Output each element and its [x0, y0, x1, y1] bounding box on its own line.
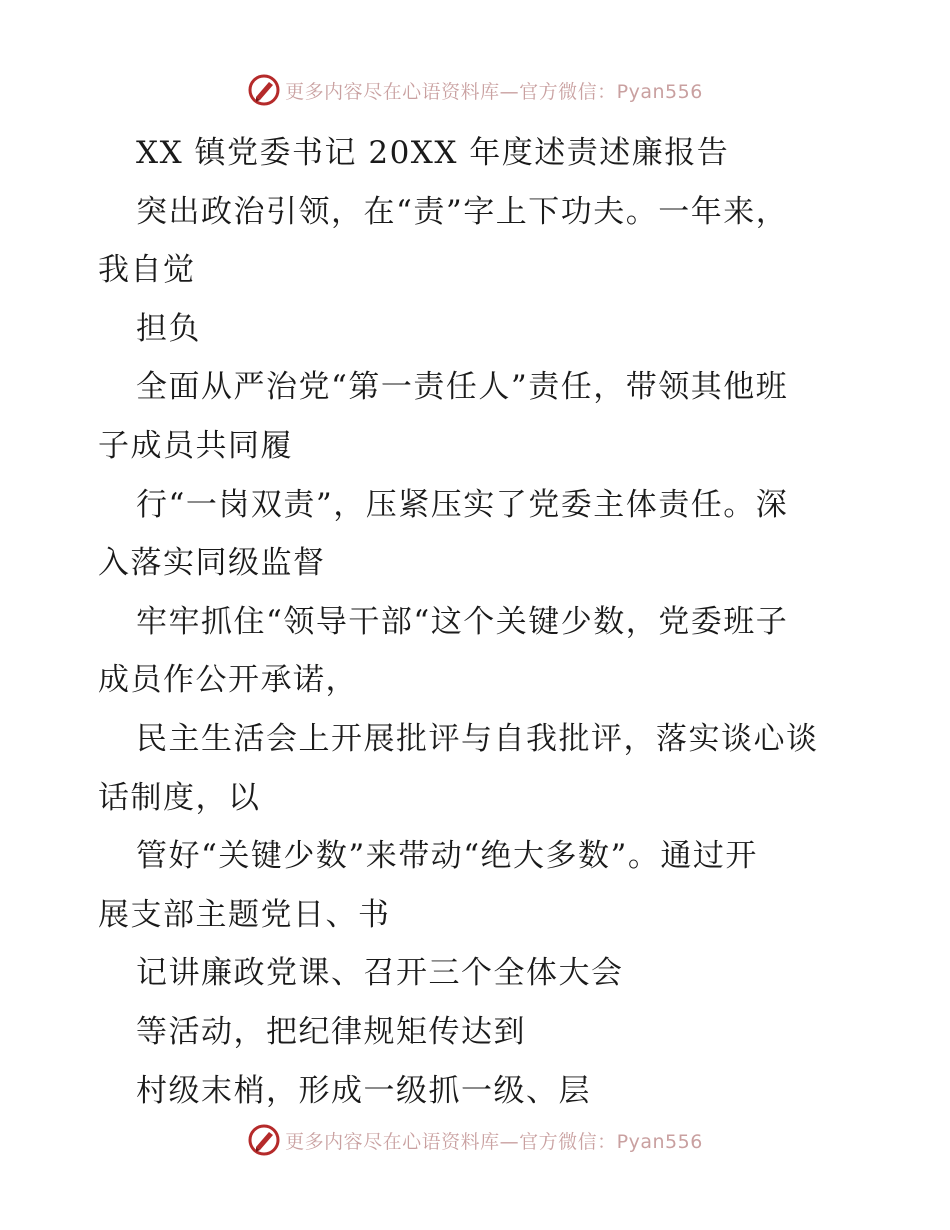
- paragraph-line: 入落实同级监督: [98, 545, 326, 582]
- paragraph-line: 我自觉: [98, 252, 196, 289]
- watermark-wechat-id: Pyan556: [616, 1130, 703, 1153]
- brand-logo-icon: [247, 73, 281, 107]
- watermark-text: 更多内容尽在心语资料库—官方微信：Pyan556: [285, 80, 703, 103]
- paragraph-line: 村级末梢，形成一级抓一级、层: [136, 1072, 591, 1109]
- paragraph-line: 记讲廉政党课、召开三个全体大会: [136, 955, 624, 992]
- paragraph-line: 话制度，以: [98, 779, 261, 816]
- paragraph-line: 子成员共同履: [98, 427, 293, 464]
- watermark-text: 更多内容尽在心语资料库—官方微信：Pyan556: [285, 1130, 703, 1153]
- paragraph-line: 全面从严治党“第一责任人”责任，带领其他班: [136, 369, 789, 406]
- document-title: XX 镇党委书记 20XX 年度述责述廉报告: [136, 135, 730, 171]
- document-body: [98, 124, 858, 1120]
- paragraph-line: 行“一岗双责”，压紧压实了党委主体责任。深: [136, 486, 789, 523]
- paragraph-line: 成员作公开承诺，: [98, 662, 358, 699]
- paragraph-line: 展支部主题党日、书: [98, 896, 391, 933]
- paragraph-line: 担负: [136, 310, 201, 347]
- paragraph-line: 等活动，把纪律规矩传达到: [136, 1013, 526, 1050]
- watermark-wechat-id: Pyan556: [616, 80, 703, 103]
- footer-watermark: [0, 1120, 950, 1160]
- header-watermark: [0, 70, 950, 110]
- brand-logo-icon: [247, 1123, 281, 1157]
- paragraph-line: 突出政治引领，在“责”字上下功夫。一年来，: [136, 193, 789, 230]
- paragraph-line: 管好“关键少数”来带动“绝大多数”。通过开: [136, 838, 758, 875]
- paragraph-line: 民主生活会上开展批评与自我批评，落实谈心谈: [136, 720, 819, 757]
- paragraph-line: 牢牢抓住“领导干部“这个关键少数，党委班子: [136, 603, 789, 640]
